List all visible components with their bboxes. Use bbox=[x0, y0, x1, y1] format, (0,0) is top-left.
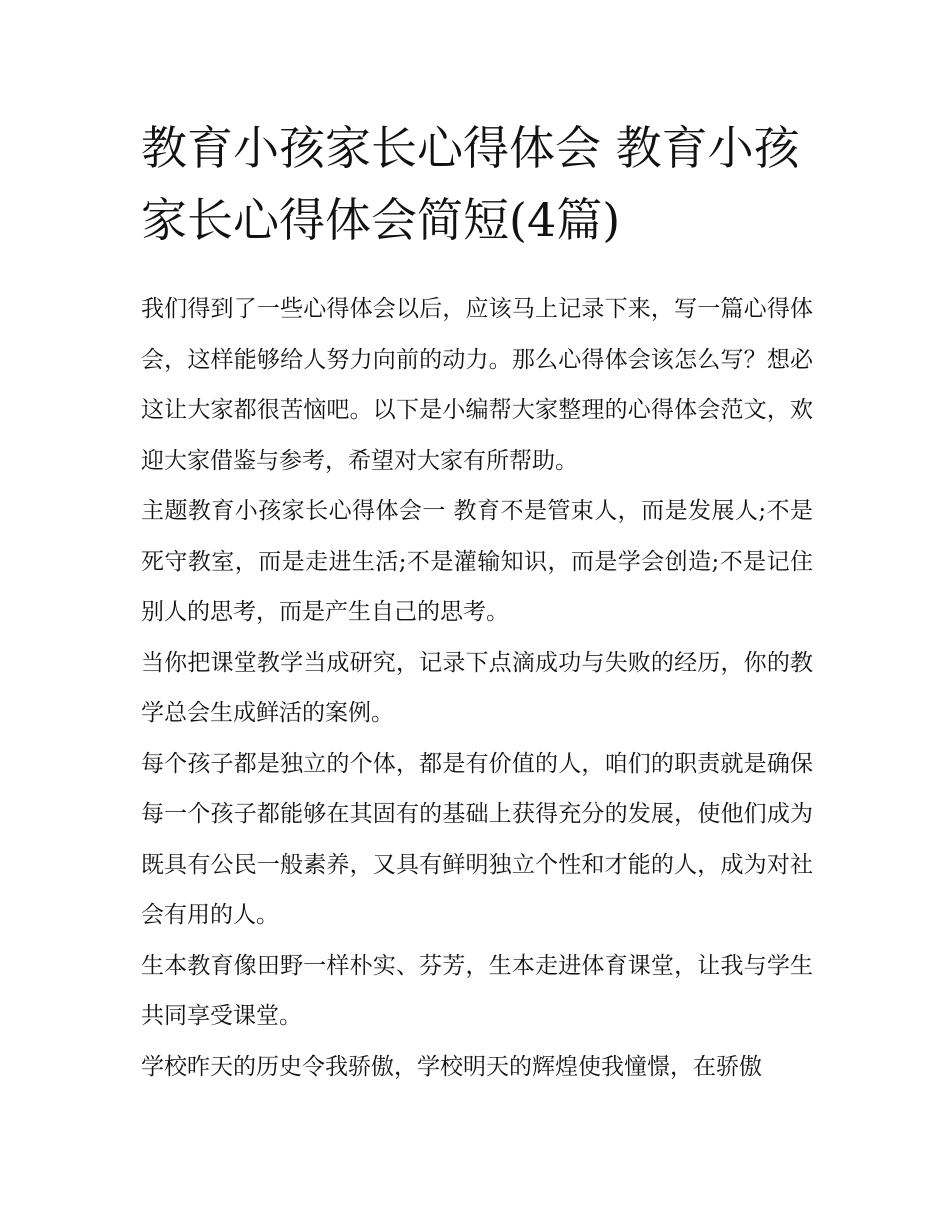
document-title: 教育小孩家长心得体会 教育小孩家长心得体会简短(4篇) bbox=[141, 121, 800, 247]
document-page bbox=[141, 112, 813, 1092]
paragraph-student-centered: 生本教育像田野一样朴实、芬芳，生本走进体育课堂，让我与学生共同享受课堂。 bbox=[141, 952, 813, 1029]
document-body bbox=[141, 284, 813, 1092]
paragraph-theme-one: 主题教育小孩家长心得体会一 教育不是管束人，而是发展人;不是死守教室，而是走进生活;不是灌输知识，而是学会创造;不是记住别人的思考，而是产生自己的思考。 bbox=[141, 498, 813, 625]
paragraph-classroom-research: 当你把课堂教学当成研究，记录下点滴成功与失败的经历，你的教学总会生成鲜活的案例。 bbox=[141, 649, 813, 726]
paragraph-every-child: 每个孩子都是独立的个体，都是有价值的人，咱们的职责就是确保每一个孩子都能够在其固有的基础上获得充分的发展，使他们成为既具有公民一般素养，又具有鲜明独立个性和才能的人，成为对社会有用的人。 bbox=[141, 750, 813, 928]
paragraph-school-history: 学校昨天的历史令我骄傲，学校明天的辉煌使我憧憬，在骄傲 bbox=[141, 1053, 762, 1080]
paragraph-intro: 我们得到了一些心得体会以后，应该马上记录下来，写一篇心得体会，这样能够给人努力向前的动力。那么心得体会该怎么写？想必这让大家都很苦恼吧。以下是小编帮大家整理的心得体会范文，欢迎大家借鉴与参考，希望对大家有所帮助。 bbox=[141, 296, 813, 474]
